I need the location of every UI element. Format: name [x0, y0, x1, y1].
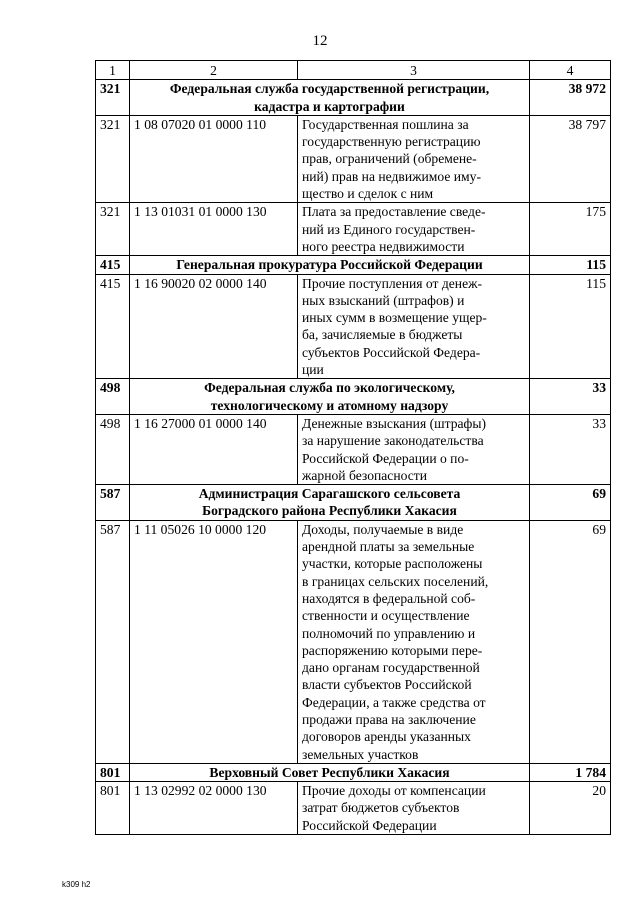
revenue-description-cell — [298, 782, 530, 835]
description-line: затрат бюджетов субъектов — [302, 800, 460, 816]
description-line: в границах сельских поселений, — [302, 573, 489, 589]
admin-code-cell: 498 — [96, 414, 130, 484]
amount-cell: 1 784 — [530, 763, 611, 781]
description-line: ного реестра недвижимости — [302, 238, 465, 254]
description-line: дано органам государственной — [302, 660, 480, 676]
admin-code-cell: 498 — [96, 379, 130, 415]
column-header: 1 — [96, 61, 130, 80]
revenue-item-row — [96, 203, 611, 256]
admin-code-cell: 321 — [96, 115, 130, 202]
amount-cell: 38 972 — [530, 80, 611, 116]
description-line: ба, зачисляемые в бюджеты — [302, 327, 463, 343]
column-header: 2 — [130, 61, 298, 80]
description-line: Доходы, получаемые в виде — [302, 521, 464, 537]
description-line: государственную регистрацию — [302, 134, 481, 150]
revenue-description-cell — [298, 115, 530, 202]
description-line: находятся в федеральной соб- — [302, 590, 476, 606]
page-number: 12 — [312, 33, 328, 49]
agency-name-line: Федеральная служба государственной регистрации, — [169, 81, 490, 97]
agency-name-cell — [130, 256, 530, 274]
agency-section-row — [96, 485, 611, 521]
revenue-description-cell — [298, 520, 530, 763]
admin-code-cell: 415 — [96, 274, 130, 379]
revenue-description-cell — [298, 203, 530, 256]
agency-name-cell — [130, 379, 530, 415]
description-line: Прочие доходы от компенсации — [302, 783, 486, 799]
amount-cell: 20 — [530, 782, 611, 835]
agency-section-row — [96, 80, 611, 116]
description-line: участки, которые расположены — [302, 556, 483, 572]
admin-code-cell: 801 — [96, 782, 130, 835]
column-header: 4 — [530, 61, 611, 80]
amount-cell: 115 — [530, 256, 611, 274]
description-line: земельных участков — [302, 746, 419, 762]
description-line: Федерации, а также средства от — [302, 694, 486, 710]
column-header: 3 — [298, 61, 530, 80]
kbk-code-cell: 1 11 05026 10 0000 120 — [130, 520, 298, 763]
agency-name-cell — [130, 80, 530, 116]
admin-code-cell: 321 — [96, 80, 130, 116]
agency-name-line: Боградского района Республики Хакасия — [202, 503, 457, 519]
description-line: щество и сделок с ним — [302, 186, 434, 202]
revenue-table — [95, 60, 611, 835]
agency-name-line: Федеральная служба по экологическому, — [204, 380, 455, 396]
kbk-code-cell: 1 16 27000 01 0000 140 — [130, 414, 298, 484]
footer-code: k309 h2 — [62, 880, 91, 889]
description-line: иных сумм в возмещение ущер- — [302, 310, 487, 326]
description-line: жарной безопасности — [302, 467, 427, 483]
amount-cell: 69 — [530, 520, 611, 763]
agency-section-row — [96, 379, 611, 415]
column-header-row — [96, 61, 611, 80]
agency-name-line: Генеральная прокуратура Российской Федерации — [176, 257, 483, 273]
description-line: прав, ограничений (обремене- — [302, 151, 477, 167]
kbk-code-cell: 1 16 90020 02 0000 140 — [130, 274, 298, 379]
kbk-code-cell: 1 13 02992 02 0000 130 — [130, 782, 298, 835]
admin-code-cell: 587 — [96, 520, 130, 763]
description-line: Прочие поступления от денеж- — [302, 275, 483, 291]
description-line: распоряжению которыми пере- — [302, 642, 483, 658]
amount-cell: 33 — [530, 379, 611, 415]
description-line: Государственная пошлина за — [302, 116, 469, 132]
amount-cell: 38 797 — [530, 115, 611, 202]
description-line: ний из Единого государствен- — [302, 221, 476, 237]
agency-name-line: технологическому и атомному надзору — [210, 397, 449, 413]
agency-name-cell — [130, 485, 530, 521]
description-line: Российской Федерации о по- — [302, 450, 469, 466]
description-line: ний) прав на недвижимое иму- — [302, 168, 481, 184]
agency-name-cell — [130, 763, 530, 781]
agency-name-line: кадастра и картографии — [254, 98, 405, 114]
description-line: арендной платы за земельные — [302, 539, 475, 555]
amount-cell: 115 — [530, 274, 611, 379]
description-line: Российской Федерации — [302, 817, 437, 833]
kbk-code-cell: 1 13 01031 01 0000 130 — [130, 203, 298, 256]
amount-cell: 33 — [530, 414, 611, 484]
description-line: ных взысканий (штрафов) и — [302, 292, 465, 308]
admin-code-cell: 587 — [96, 485, 130, 521]
kbk-code-cell: 1 08 07020 01 0000 110 — [130, 115, 298, 202]
agency-name-line: Верховный Совет Республики Хакасия — [209, 764, 450, 780]
revenue-item-row — [96, 115, 611, 202]
description-line: договоров аренды указанных — [302, 729, 471, 745]
description-line: ственности и осуществление — [302, 608, 470, 624]
revenue-item-row — [96, 274, 611, 379]
description-line: продажи права на заключение — [302, 711, 476, 727]
description-line: Денежные взыскания (штрафы) — [302, 415, 487, 431]
table-body — [96, 80, 611, 835]
admin-code-cell: 801 — [96, 763, 130, 781]
amount-cell: 175 — [530, 203, 611, 256]
revenue-item-row — [96, 520, 611, 763]
agency-section-row — [96, 763, 611, 781]
description-line: власти субъектов Российской — [302, 677, 472, 693]
description-line: за нарушение законодательства — [302, 433, 484, 449]
description-line: субъектов Российской Федера- — [302, 344, 481, 360]
description-line: полномочий по управлению и — [302, 625, 476, 641]
revenue-item-row — [96, 414, 611, 484]
description-line: Плата за предоставление сведе- — [302, 204, 486, 220]
revenue-description-cell — [298, 414, 530, 484]
revenue-item-row — [96, 782, 611, 835]
admin-code-cell: 415 — [96, 256, 130, 274]
agency-name-line: Администрация Сарагашского сельсовета — [198, 486, 461, 502]
amount-cell: 69 — [530, 485, 611, 521]
admin-code-cell: 321 — [96, 203, 130, 256]
agency-section-row — [96, 256, 611, 274]
description-line: ции — [302, 362, 324, 378]
revenue-description-cell — [298, 274, 530, 379]
